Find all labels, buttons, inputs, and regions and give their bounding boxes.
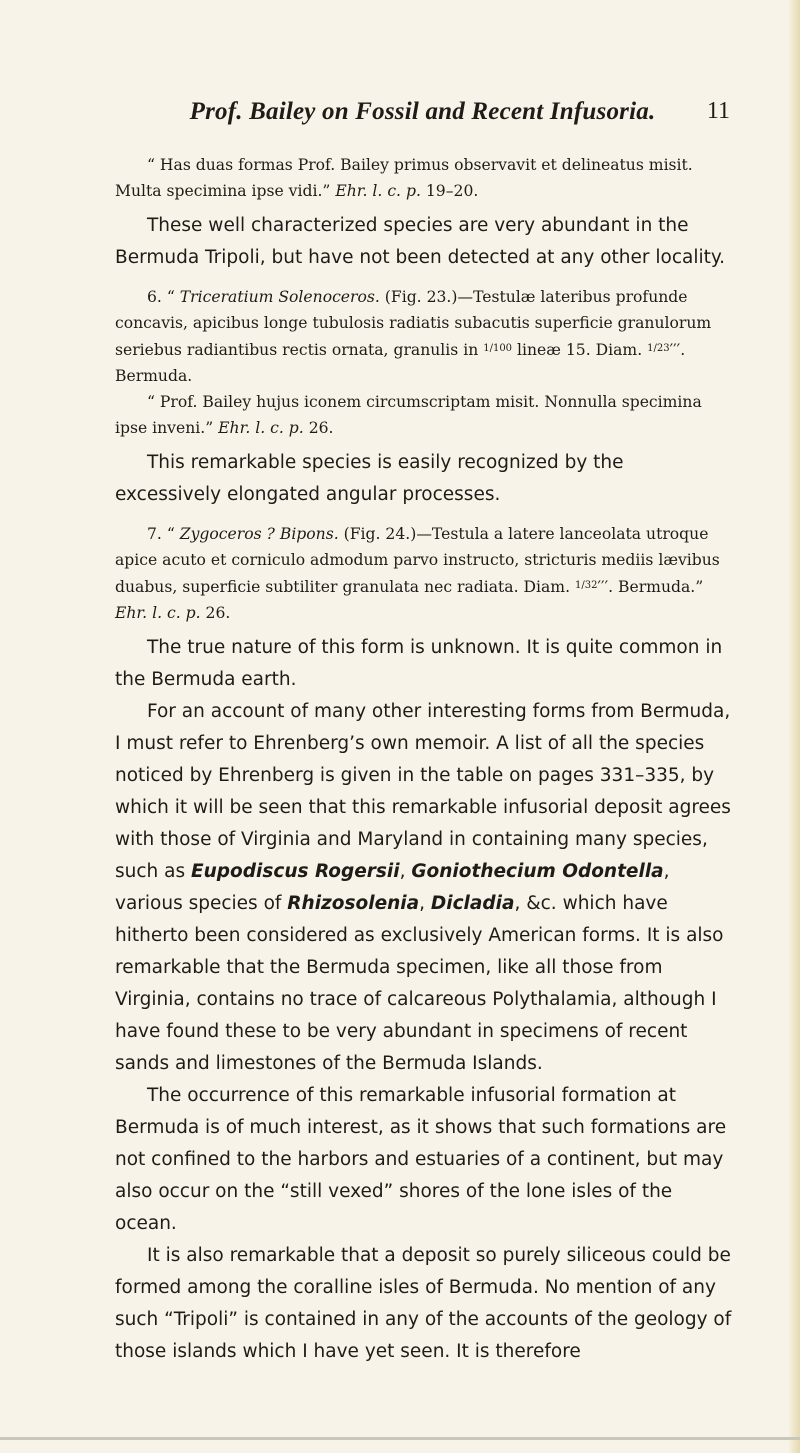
genus-name: Dicladia — [430, 893, 515, 914]
page-number: 11 — [706, 98, 730, 124]
description-text: ′′′. Bermuda. — [115, 341, 686, 385]
running-header — [115, 98, 730, 138]
description-text: (Fig. 24.)—Testula a latere lanceolata utroque apice acuto et corniculo admodum parvo instructo, stricturis mediis lævibus duabus, superficie subtiliter granulata nec radiata. Diam. — [115, 525, 720, 596]
species-name: Triceratium Solenoceros. — [179, 288, 380, 306]
quote-paragraph-1 — [115, 152, 735, 204]
species-name: Zygoceros ? Bipons. — [179, 525, 339, 543]
paragraph-7: The true nature of this form is unknown. It is quite common in the Bermuda earth. — [115, 637, 723, 690]
fraction: 1/23 — [647, 343, 670, 354]
quote-text: “ Has duas formas Prof. Bailey primus observavit et delineatus misit. Multa specimina ipse vidi.” — [115, 156, 693, 200]
entry-number: 7. “ — [147, 525, 180, 543]
genus-name: Rhizosolenia — [287, 893, 420, 914]
quote-paragraph-4 — [115, 389, 735, 441]
paragraph-10: It is also remarkable that a deposit so purely siliceous could be formed among the coralline isles of Bermuda. No mention of any such “Tripoli” is contained in any of the accounts of the geology of those islands which I have yet seen. It is therefore — [115, 1245, 732, 1362]
scan-bottom-edge — [0, 1437, 800, 1440]
paragraph-text: , various species of — [115, 861, 670, 914]
citation-pages: 19–20. — [420, 182, 479, 200]
separator: , — [399, 861, 412, 882]
description-text: ′′′. Bermuda.” — [597, 578, 704, 596]
genus-name: Eupodiscus Rogersii — [191, 861, 400, 882]
citation: Ehr. l. c. p. — [218, 419, 304, 437]
description-text: lineæ 15. Diam. — [512, 341, 648, 359]
citation: Ehr. l. c. p. — [115, 604, 201, 622]
paragraph-2: These well characterized species are very abundant in the Bermuda Tripoli, but have not been detected at any other locality. — [115, 215, 726, 268]
paragraph-text: For an account of many other interesting forms from Bermuda, I must refer to Ehrenberg’s own memoir. A list of all the species noticed by Ehrenberg is given in the table on pages 331–335, by which it will be seen that this remarkable infusorial deposit agrees with those of Virginia and Maryland in containing many species, such as — [115, 701, 731, 882]
quote-text: “ Prof. Bailey hujus iconem circumscriptam misit. Nonnulla specimina ipse inveni.” — [115, 393, 702, 437]
page-edge — [788, 0, 800, 1453]
fraction: 1/32 — [575, 580, 598, 591]
genus-name: Goniothecium Odontella — [411, 861, 664, 882]
separator: , — [419, 893, 431, 914]
paragraph-text: , &c. which have hitherto been considered as exclusively American forms. It is also remarkable that the Bermuda specimen, like all those from Virginia, contains no trace of calcareous Polythalamia, although I have found these to be very abundant in specimens of recent sands and limestones of the Bermuda Islands. — [115, 893, 724, 1074]
description-text: (Fig. 23.)—Testulæ lateribus profunde concavis, apicibus longe tubulosis radiatis subacutis superficie granulorum seriebus radiantibus rectis ornata, granulis in — [115, 288, 712, 359]
paragraph-8 — [115, 696, 735, 1080]
paragraph-9: The occurrence of this remarkable infusorial formation at Bermuda is of much interest, as it shows that such formations are not confined to the harbors and estuaries of a continent, but may also occur on the “still vexed” shores of the lone isles of the ocean. — [115, 1085, 727, 1234]
running-title: Prof. Bailey on Fossil and Recent Infusoria. — [189, 98, 656, 125]
citation-pages: 26. — [303, 419, 334, 437]
text-body — [115, 152, 735, 1368]
citation: Ehr. l. c. p. — [335, 182, 421, 200]
entry-number: 6. “ — [147, 288, 180, 306]
species-entry-7 — [115, 521, 735, 626]
fraction: 1/100 — [483, 343, 513, 354]
citation-pages: 26. — [200, 604, 231, 622]
species-entry-6 — [115, 284, 735, 389]
paragraph-5: This remarkable species is easily recognized by the excessively elongated angular processes. — [115, 452, 624, 505]
